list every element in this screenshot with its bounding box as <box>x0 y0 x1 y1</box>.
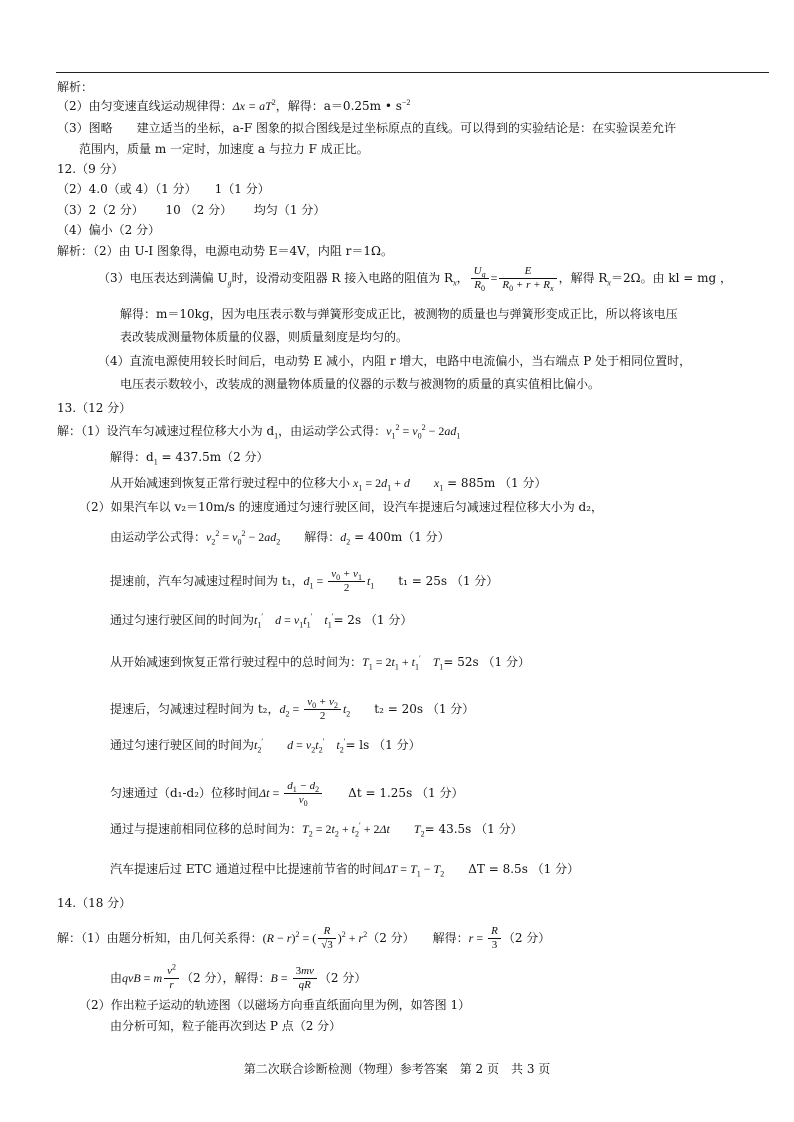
q13-eq-t2-prime: 通过匀速行驶区间的时间为$t_2'$ $d = v_2t_2'$ $t_2'=$ ls （1 分） <box>110 737 421 755</box>
q12-explain-4-line2: 电压表示数较小，改装成的测量物体质量的仪器的示数与被测物的质量的真实值相比偏小。 <box>120 377 601 391</box>
q13-title: 13.（12 分） <box>57 401 132 415</box>
q13-eq-d2: 由运动学公式得：$v_2^2 = v_0^2 - 2ad_2$ 解得：$d_2 = 400m(1$ 分） <box>110 529 450 547</box>
header-rule <box>56 72 769 73</box>
analysis-label: 解析： <box>57 80 94 94</box>
q12-explain-2: 解析：（2）由 U-I 图象得，电源电动势 E＝4V，内阻 r＝1Ω。 <box>57 244 393 258</box>
q13-part1: 解：（1）设汽车匀减速过程位移大小为 $d_1$，由运动学公式得：$v_1^2 = v_0^2 - 2ad_1$ <box>57 423 461 441</box>
q12-explain-4-line1: （4）直流电源使用较长时间后，电动势 E 减小，内阻 r 增大，电路中电流偏小，当右端点 P 处于相同位置时， <box>98 354 692 368</box>
q13-eq-delta-T: 汽车提速后过 ETC 通道过程中比提速前节省的时间$\Delta T = T_1 - T_2$ ΔT = 8.5s （1 分） <box>110 862 580 879</box>
q13-eq-T2: 通过与提速前相同位移的总时间为：$T_2 = 2t_2 + t_2' + 2\Delta t$ $T_2= 43.5s$ （1 分） <box>110 821 523 839</box>
q14-part2-line2: 由分析可知，粒子能再次到达 P 点（2 分） <box>110 1019 342 1033</box>
q13-part2-intro: （2）如果汽车以 v₂＝10m/s 的速度通过匀速行驶区间，设汽车提速后匀减速过程位移大小为 d₂， <box>79 500 604 514</box>
q12-answer-2: （2）4.0（或 4）（1 分） 1（1 分） <box>57 182 270 196</box>
q14-part1-force: 由qvB = m $\frac{v^2}{r}$ （2 分），解得：B = $\frac{3mv}{qR}$ （2 分） <box>110 962 367 991</box>
q12-explain-3-line3: 表改装成测量物体质量的仪器，则质量刻度是均匀的。 <box>120 330 409 344</box>
formula-e-over-sum: $\frac{E}{R_0 + r + R_x}$ <box>499 266 556 291</box>
q12-title: 12.（9 分） <box>57 162 124 176</box>
q14-part1-geometry: 解：（1）由题分析知，由几何关系得：$(R - r)^2$ = ( $\frac{R}{√3}$ )$^2 + r^2(2$ 分） 解得：r = $\frac{R}{3}$ （2 分） <box>57 925 551 951</box>
q11-part2: （2）由匀变速直线运动规律得：$\Delta x = aT^2$，解得：a＝0.25m • $s^{-2}$ <box>57 98 411 113</box>
formula-ug-over-r0: $\frac{U_g}{R_0}$ <box>471 266 489 291</box>
q13-part1-result: 解得：$d_1 = 437.5m(2$ 分） <box>110 450 269 467</box>
q13-eq-t1: 提速前，汽车匀减速过程时间为 t₁，$d_1$ = $\frac{v_0 + v_1}{2}$ $t_1$ t₁ = 25s （1 分） <box>110 568 499 594</box>
q13-eq-delta-t: 匀速通过（d₁-d₂）位移时间Δt = $\frac{d_1 - d_2}{v_0}$ Δt = 1.25s （1 分） <box>110 780 464 809</box>
q14-title: 14.（18 分） <box>57 896 132 910</box>
q13-eq-t2: 提速后，匀减速过程时间为 t₂，$d_2$ = $\frac{v_0 + v_2}{2}$ $t_2$ t₂ = 20s （1 分） <box>110 696 475 722</box>
q12-explain-3-line2: 解得：m＝10kg，因为电压表示数与弹簧形变成正比，被测物的质量也与弹簧形变成正比，所以将该电压 <box>120 307 678 321</box>
q12-explain-3-line1: （3）电压表达到满偏 $U_g$时，设滑动变阻器 R 接入电路的阻值为 $R_x$， $\frac{U_g}{R_0}$ = $\frac{E}{R_0 + r + R_x}$ ，解得 $R_x=2\Omega$。由 kl = mg ， <box>98 265 733 294</box>
q11-part3-line2: 范围内，质量 m 一定时，加速度 a 与拉力 F 成正比。 <box>79 142 369 156</box>
page-footer: 第二次联合诊断检测（物理）参考答案 第 2 页 共 3 页 <box>243 1062 551 1076</box>
q11-part3-line1: （3）图略 建立适当的坐标，a-F 图象的拟合图线是过坐标原点的直线。可以得到的实验结论是：在实验误差允许 <box>57 121 676 135</box>
q12-answer-3: （3）2（2 分） 10 （2 分） 均匀（1 分） <box>57 203 326 217</box>
q14-part2-line1: （2）作出粒子运动的轨迹图（以磁场方向垂直纸面向里为例，如答图 1） <box>79 998 471 1012</box>
q13-eq-t1-prime: 通过匀速行驶区间的时间为$t_1'$ $d = v_1t_1'$ $t_1'= 2s$ （1 分） <box>110 612 413 630</box>
q12-answer-4: （4）偏小（2 分） <box>57 223 161 237</box>
q13-eq-T1: 从开始减速到恢复正常行驶过程中的总时间为：$T_1 = 2t_1 + t_1'$ $T_1= 52s$ （1 分） <box>110 654 530 672</box>
q13-part1-total: 从开始减速到恢复正常行驶过程中的位移大小 $x_1 = 2d_1 + d$ $x_1 = 885m$ （1 分） <box>110 476 547 493</box>
